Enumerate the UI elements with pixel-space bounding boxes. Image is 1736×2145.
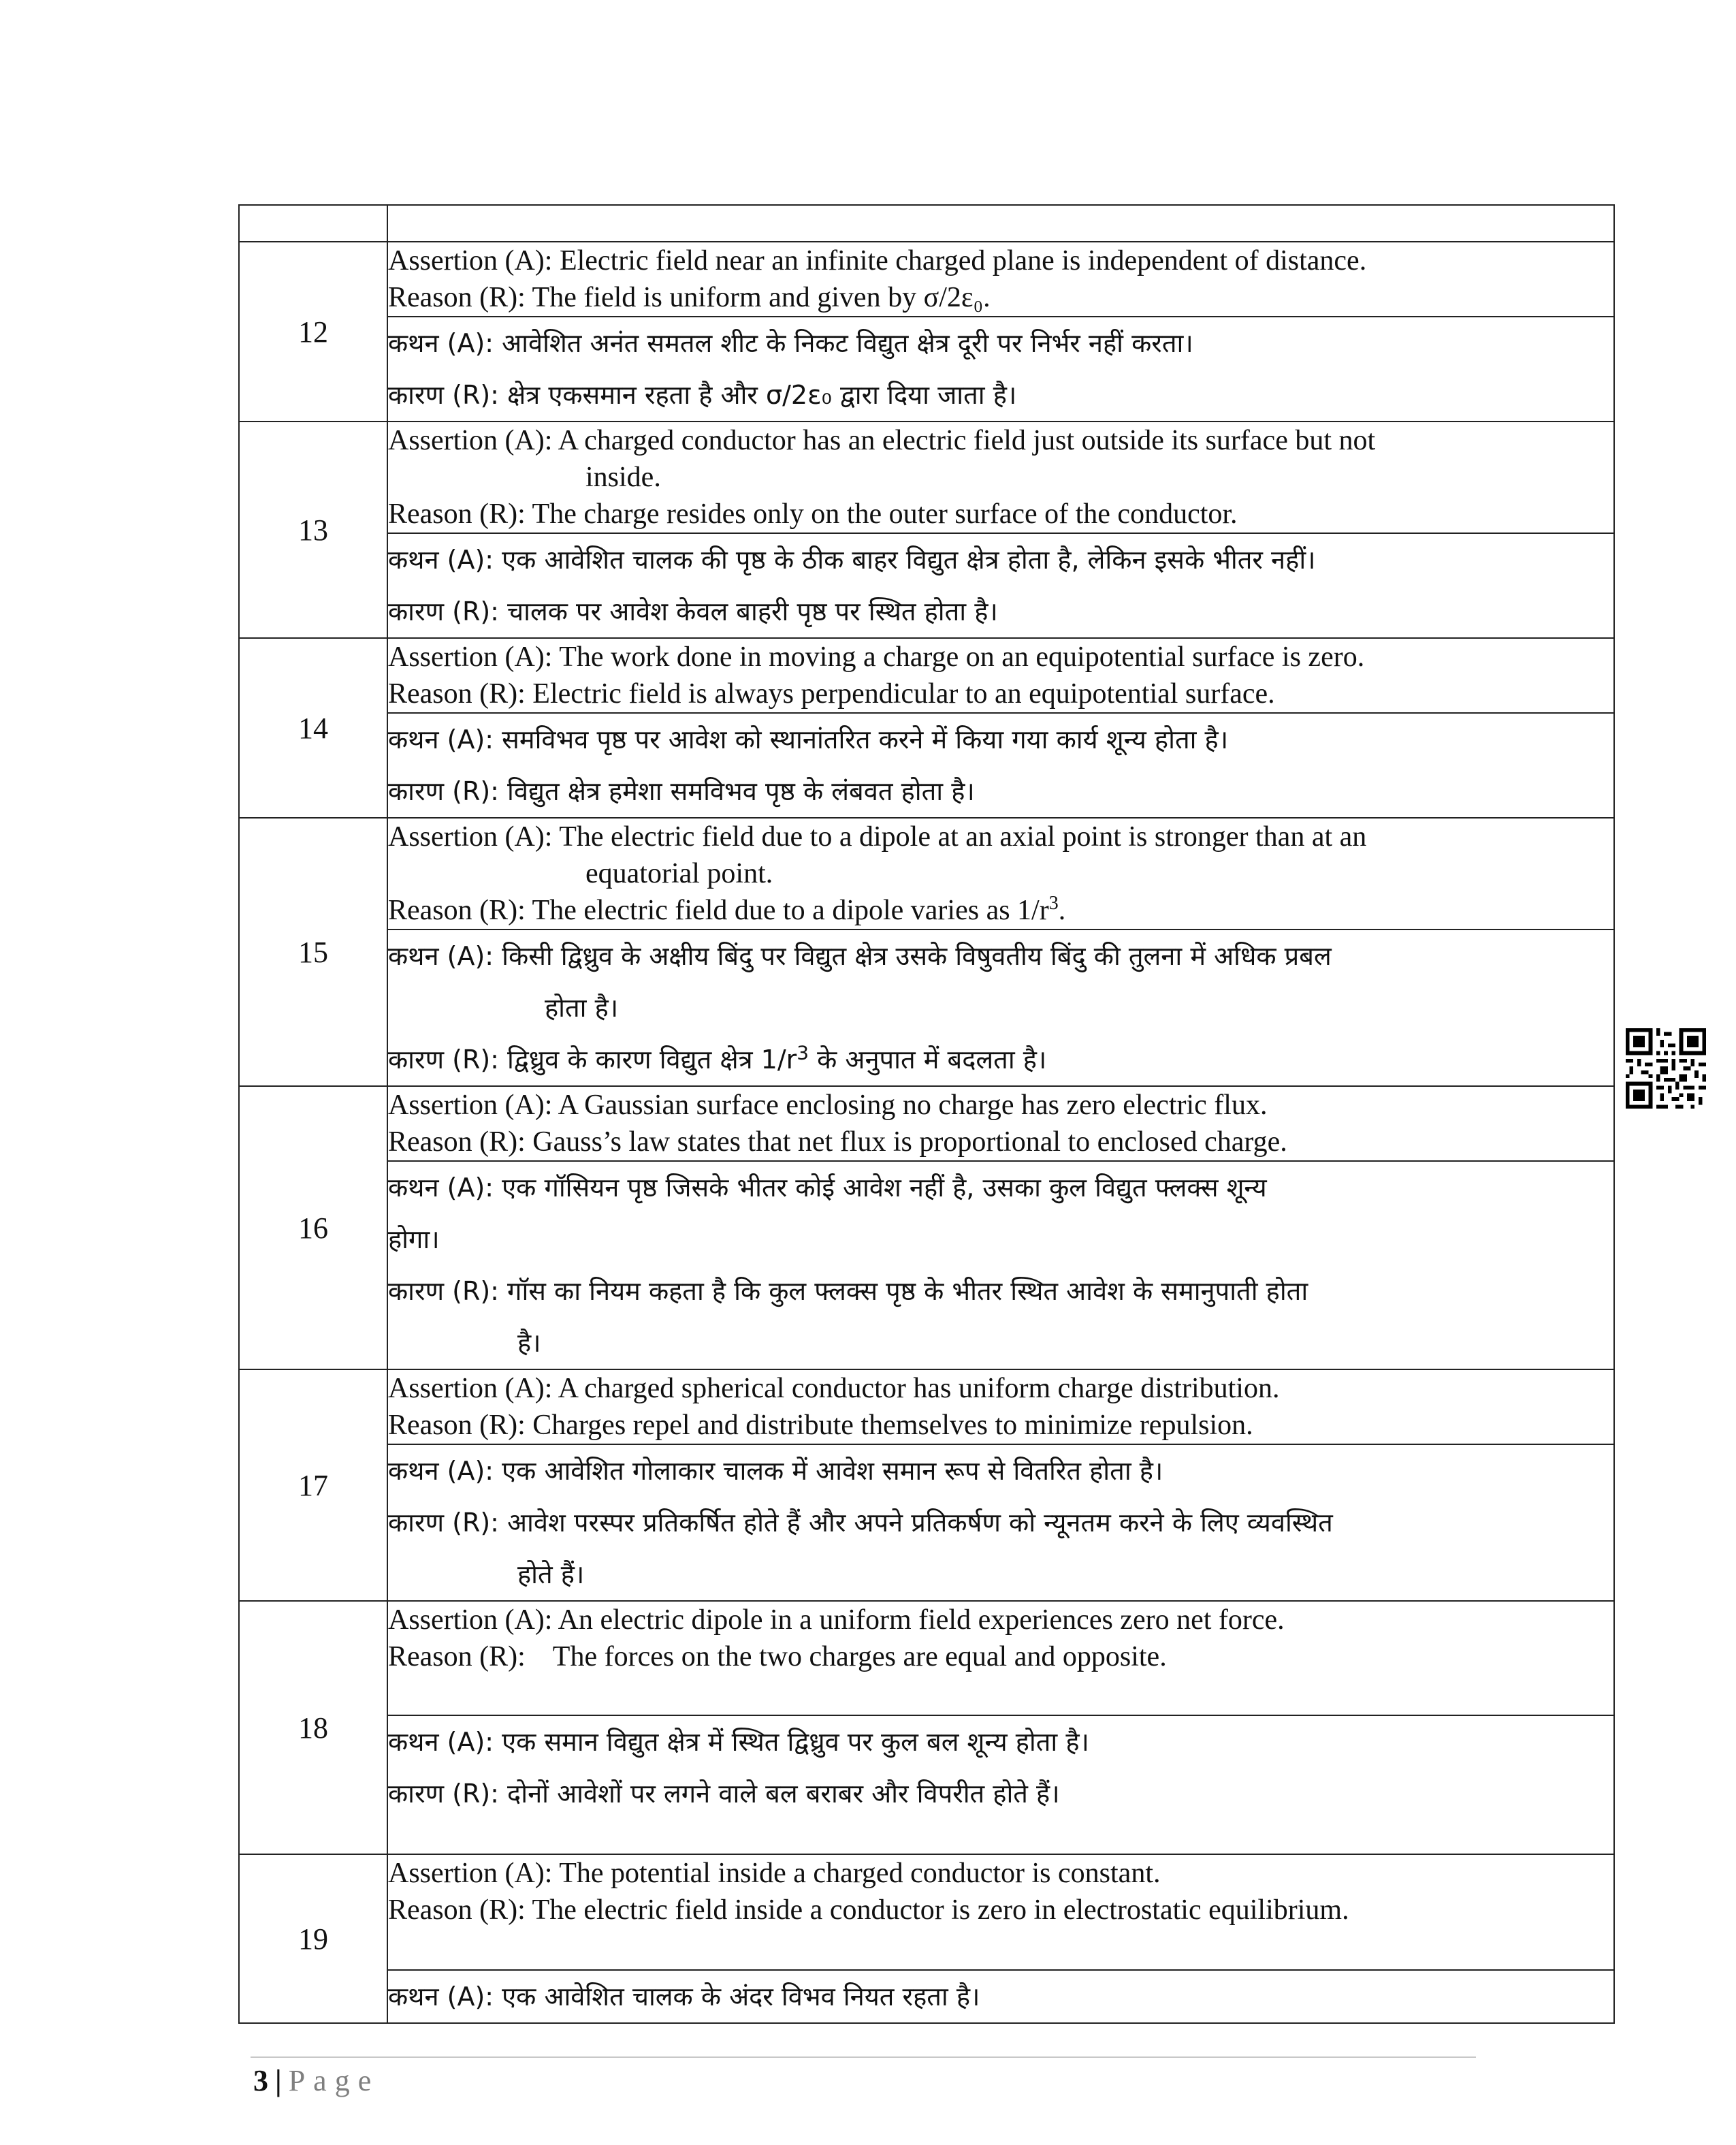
question-row-en	[239, 1854, 1614, 1970]
question-number: 12	[239, 242, 387, 422]
exponent: 3	[1048, 893, 1059, 914]
question-number: 18	[239, 1601, 387, 1854]
assertion-reason-english	[387, 638, 1614, 713]
assertion-text-hindi: कथन (A): एक आवेशित चालक की पृष्ठ के ठीक बाहर विद्युत क्षेत्र होता है, लेकिन इसके भीतर नहीं।	[388, 545, 1316, 575]
reason-text-hindi: कारण (R): आवेश परस्पर प्रतिकर्षित होते हैं और अपने प्रतिकर्षण को न्यूनतम करने के लिए व्यवस्थित	[388, 1508, 1333, 1538]
page-number: 3	[253, 2064, 268, 2097]
reason-text-hindi: कारण (R): दोनों आवेशों पर लगने वाले बल बराबर और विपरीत होते हैं।	[388, 1779, 1060, 1809]
question-number: 16	[239, 1086, 387, 1369]
assertion-reason-english	[387, 1086, 1614, 1161]
reason-text-end: .	[1058, 895, 1066, 926]
assertion-reason-hindi	[387, 713, 1614, 818]
header-cell-content	[387, 205, 1614, 242]
reason-text: Reason (R): The electric field inside a conductor is zero in electrostatic equilibrium.	[388, 1894, 1349, 1926]
exponent: 3	[797, 1041, 809, 1064]
assertion-text-hindi: कथन (A): एक आवेशित गोलाकार चालक में आवेश समान रूप से वितरित होता है।	[388, 1456, 1163, 1486]
question-row-hi	[239, 1161, 1614, 1369]
assertion-text-hindi: कथन (A): किसी द्विध्रुव के अक्षीय बिंदु पर विद्युत क्षेत्र उसके विषुवतीय बिंदु की तुलना में अधिक प्रबल	[388, 941, 1332, 971]
page-label: Page	[288, 2064, 380, 2097]
question-number: 13	[239, 422, 387, 638]
question-row-en	[239, 1601, 1614, 1715]
reason-text-main: Reason (R): The electric field due to a dipole varies as 1/r	[388, 895, 1049, 926]
question-table	[238, 204, 1615, 2024]
question-row-en	[239, 1086, 1614, 1161]
assertion-reason-english	[387, 1601, 1614, 1715]
assertion-reason-hindi	[387, 1161, 1614, 1369]
reason-text: Reason (R): The field is uniform and given by σ/2ε₀.	[388, 282, 991, 313]
reason-body: The forces on the two charges are equal and opposite.	[552, 1641, 1167, 1672]
question-row-en	[239, 818, 1614, 930]
assertion-text: Assertion (A): The potential inside a charged conductor is constant.	[388, 1858, 1161, 1889]
reason-text-hindi-end: के अनुपात में बदलता है।	[809, 1045, 1047, 1075]
reason-text: Reason (R): Electric field is always perpendicular to an equipotential surface.	[388, 678, 1275, 710]
question-row-hi	[239, 1444, 1614, 1601]
assertion-reason-hindi	[387, 317, 1614, 422]
reason-text-hindi-continued: है।	[517, 1328, 541, 1358]
reason-label: Reason (R):	[388, 1641, 526, 1672]
assertion-text: Assertion (A): The electric field due to a dipole at an axial point is stronger than at an	[388, 821, 1367, 853]
header-row	[239, 205, 1614, 242]
question-number: 17	[239, 1369, 387, 1601]
assertion-text: Assertion (A): A Gaussian surface enclosing no charge has zero electric flux.	[388, 1090, 1268, 1121]
assertion-text-hindi: कथन (A): एक आवेशित चालक के अंदर विभव नियत रहता है।	[388, 1982, 980, 2012]
assertion-text: Assertion (A): Electric field near an infinite charged plane is independent of distance.	[388, 245, 1367, 276]
reason-text	[388, 892, 1613, 929]
question-row-hi	[239, 317, 1614, 422]
assertion-reason-english	[387, 818, 1614, 930]
reason-text: Reason (R): The charge resides only on the outer surface of the conductor.	[388, 498, 1238, 530]
assertion-text-continued: equatorial point.	[585, 858, 773, 889]
assertion-text-hindi: कथन (A): आवेशित अनंत समतल शीट के निकट विद्युत क्षेत्र दूरी पर निर्भर नहीं करता।	[388, 328, 1193, 358]
header-cell-number	[239, 205, 387, 242]
assertion-text-hindi-continued: होता है।	[545, 993, 619, 1023]
assertion-text-hindi-continued: होगा।	[388, 1224, 440, 1254]
reason-text-hindi: कारण (R): विद्युत क्षेत्र हमेशा समविभव पृष्ठ के लंबवत होता है।	[388, 776, 975, 806]
assertion-text-continued: inside.	[585, 462, 661, 493]
assertion-reason-english	[387, 242, 1614, 317]
assertion-text: Assertion (A): A charged spherical conductor has uniform charge distribution.	[388, 1373, 1280, 1404]
reason-text-hindi	[388, 1034, 1613, 1085]
assertion-text: Assertion (A): An electric dipole in a uniform field experiences zero net force.	[388, 1604, 1285, 1636]
assertion-reason-english	[387, 1854, 1614, 1970]
question-number: 15	[239, 818, 387, 1086]
question-row-hi	[239, 1715, 1614, 1854]
assertion-text: Assertion (A): A charged conductor has an electric field just outside its surface but not	[388, 425, 1376, 456]
question-row-hi	[239, 1970, 1614, 2023]
reason-text: Reason (R): Charges repel and distribute themselves to minimize repulsion.	[388, 1410, 1253, 1441]
footer-separator: |	[275, 2064, 282, 2097]
question-number: 14	[239, 638, 387, 818]
reason-text-hindi-continued: होते हैं।	[517, 1559, 585, 1589]
assertion-reason-hindi	[387, 533, 1614, 638]
reason-text-hindi: कारण (R): क्षेत्र एकसमान रहता है और σ/2ε₀ द्वारा दिया जाता है।	[388, 380, 1017, 410]
assertion-reason-hindi	[387, 1715, 1614, 1854]
qr-code-icon	[1626, 1028, 1706, 1109]
question-row-en	[239, 1369, 1614, 1444]
question-row-hi	[239, 930, 1614, 1086]
assertion-text: Assertion (A): The work done in moving a charge on an equipotential surface is zero.	[388, 641, 1365, 673]
assertion-text-hindi: कथन (A): समविभव पृष्ठ पर आवेश को स्थानांतरित करने में किया गया कार्य शून्य होता है।	[388, 725, 1229, 754]
assertion-reason-hindi	[387, 1444, 1614, 1601]
reason-text-hindi-main: कारण (R): द्विध्रुव के कारण विद्युत क्षेत्र 1/r	[388, 1045, 797, 1075]
page-footer	[253, 2063, 379, 2098]
assertion-reason-hindi	[387, 930, 1614, 1086]
question-row-en	[239, 242, 1614, 317]
assertion-text-hindi: कथन (A): एक गॉसियन पृष्ठ जिसके भीतर कोई आवेश नहीं है, उसका कुल विद्युत फ्लक्स शून्य	[388, 1173, 1267, 1203]
assertion-reason-hindi	[387, 1970, 1614, 2023]
assertion-reason-english	[387, 422, 1614, 533]
assertion-text-hindi: कथन (A): एक समान विद्युत क्षेत्र में स्थित द्विध्रुव पर कुल बल शून्य होता है।	[388, 1727, 1089, 1757]
reason-text-hindi: कारण (R): गॉस का नियम कहता है कि कुल फ्लक्स पृष्ठ के भीतर स्थित आवेश के समानुपाती होता	[388, 1276, 1308, 1306]
assertion-reason-english	[387, 1369, 1614, 1444]
question-row-en	[239, 422, 1614, 533]
footer-divider	[251, 2056, 1476, 2058]
reason-text-hindi: कारण (R): चालक पर आवेश केवल बाहरी पृष्ठ पर स्थित होता है।	[388, 597, 998, 626]
question-number: 19	[239, 1854, 387, 2023]
question-row-en	[239, 638, 1614, 713]
reason-text	[388, 1638, 1613, 1675]
reason-text: Reason (R): Gauss’s law states that net flux is proportional to enclosed charge.	[388, 1126, 1287, 1158]
question-row-hi	[239, 533, 1614, 638]
question-row-hi	[239, 713, 1614, 818]
